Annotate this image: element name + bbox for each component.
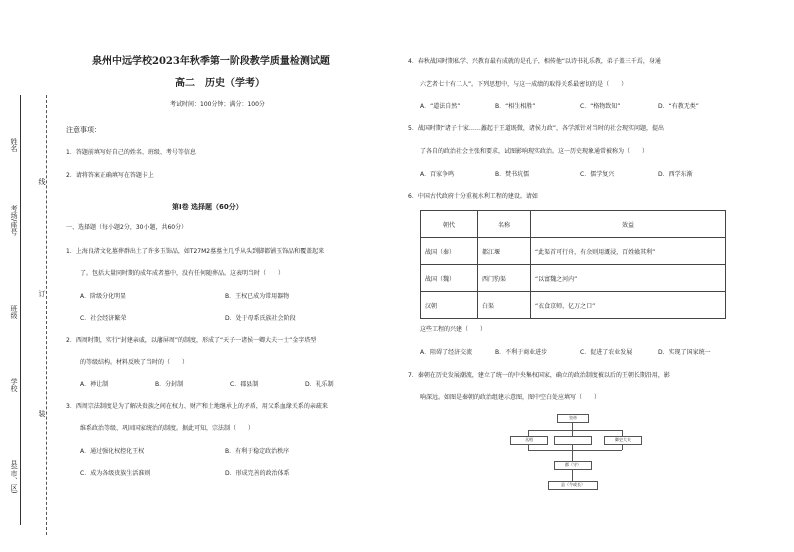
diagram-connector — [572, 422, 573, 430]
section-instruction: 一、选择题（每小题2分，30小题，共60分） — [66, 224, 188, 231]
binding-room-label: 考场/座号 — [10, 205, 18, 236]
diagram-connector — [528, 430, 622, 431]
binding-name-label: 姓名 — [10, 138, 18, 152]
q1-stem-2: 了。包括大量同时期的成年成者墓中，没有任何随葬品。这表明当时（ ） — [80, 270, 285, 277]
notes-heading: 注意事项： — [66, 126, 101, 134]
binding-zhuang-mark: 装 — [38, 410, 46, 417]
q4-stem-1: 4．春秋战国时期私学、兴教育最有成就的是孔子，相传他“以诗书礼乐教，弟子盖三千焉，身通 — [408, 58, 661, 65]
q4-option-a[interactable]: A．“道法自然” — [420, 103, 461, 110]
q2-option-a[interactable]: A．禅让制 — [80, 381, 109, 388]
q1-option-d[interactable]: D．处于母系氏族社会阶段 — [225, 315, 296, 322]
table-cell: 战国（魏） — [421, 265, 478, 292]
diagram-commandery-box: 郡（守） — [554, 461, 592, 470]
table-header-benefit: 效益 — [531, 211, 726, 238]
q6-after: 这些工程的兴建（ ） — [420, 326, 487, 333]
water-project-table — [420, 210, 726, 319]
diagram-emperor-box: 皇帝 — [557, 414, 589, 423]
table-row — [421, 265, 726, 292]
table-header-row — [421, 211, 726, 238]
q6-stem: 6．中国古代政府十分重视水利工程的建设。请如 — [408, 193, 538, 200]
binding-county-label: 县(市、区) — [10, 460, 18, 494]
q5-option-c[interactable]: C．儒学复兴 — [580, 171, 615, 178]
exam-subtitle: 高二 历史（学考） — [175, 78, 265, 89]
q2-option-b[interactable]: B．分封制 — [155, 381, 184, 388]
q1-option-a[interactable]: A．阶级分化明显 — [80, 293, 127, 300]
q7-stem-1: 7．秦朝在历史发展潮流，建立了统一的中央集权国家，确立的政治制度被以后的王朝长期沿用，影 — [408, 372, 670, 379]
q2-stem-2: 的等级结构。材料反映了当时的（ ） — [80, 359, 189, 366]
diagram-connector — [572, 469, 573, 481]
diagram-connector — [572, 450, 573, 461]
q4-option-b[interactable]: B．“相生相胜” — [495, 103, 536, 110]
q5-option-a[interactable]: A．百家争鸣 — [420, 171, 455, 178]
table-cell: “以富魏之河内” — [531, 265, 726, 292]
table-row — [421, 238, 726, 265]
diagram-censor-box: 御史大夫 — [604, 436, 642, 445]
diagram-blank-box — [554, 436, 592, 445]
table-cell: 西门豹渠 — [478, 265, 531, 292]
q2-stem-1: 2．西周时期，实行“封建亲戚，以藩屏周”的制度，形成了“天子一诸侯一卿大夫一士”金字塔型 — [66, 337, 317, 344]
q3-option-d[interactable]: D．形成完善的政治体系 — [225, 470, 290, 477]
table-header-name: 名称 — [478, 211, 531, 238]
binding-ding-mark: 订 — [38, 290, 46, 297]
diagram-connector — [528, 450, 622, 451]
table-cell: 战国（秦） — [421, 238, 478, 265]
q1-option-b[interactable]: B．王权已成为常用器物 — [225, 293, 290, 300]
binding-school-label: 学校 — [10, 378, 18, 392]
note-2: 2．请将答案正确填写在答题卡上 — [66, 172, 154, 179]
table-cell: “衣食京师，亿万之口” — [531, 292, 726, 319]
note-1: 1．答题前填写好自己的姓名、班级、考号等信息 — [66, 149, 196, 156]
q3-option-b[interactable]: B．有利于稳定政治秩序 — [225, 448, 290, 455]
exam-title: 泉州中远学校2023年秋季第一阶段教学质量检测试题 — [92, 56, 330, 67]
q7-stem-2: 响深远。如图是秦朝的政治组建示意图，图中空白处应填写（ ） — [420, 394, 601, 401]
q5-option-b[interactable]: B．焚书坑儒 — [495, 171, 530, 178]
q6-option-a[interactable]: A．阻碍了经济交流 — [420, 349, 473, 356]
diagram-county-box: 县（令或长） — [548, 481, 598, 490]
q5-option-d[interactable]: D．西学东渐 — [658, 171, 693, 178]
table-cell: 白渠 — [478, 292, 531, 319]
table-header-dynasty: 朝代 — [421, 211, 478, 238]
binding-xian-mark: 线 — [38, 178, 46, 185]
binding-line-outer — [20, 95, 21, 525]
q3-stem-1: 3．西周宗法制度是为了解决贵族之间在权力、财产和土地继承上的矛盾，用父系血缘关系的亲疏来 — [66, 403, 328, 410]
q3-option-a[interactable]: A．通过强化权控化王权 — [80, 448, 145, 455]
q1-stem-1: 1．上海良渚文化墓葬群出土了许多玉饰品，如T27M2墓墓主几乎从头到脚都铺玉饰品和覆盖起来 — [66, 248, 325, 255]
q5-stem-1: 5．战国时期“诸子十家……蠡起于王道既微，诸侯力政”，各学派针对当时的社会现实问题，提出 — [408, 125, 665, 132]
diagram-connector — [528, 444, 529, 450]
q5-stem-2: 了各自的政治社会主张和要求，试图影响现实政治。这一历史现象通常被称为（ ） — [420, 148, 649, 155]
q6-option-c[interactable]: C．促进了农业发展 — [580, 349, 633, 356]
q4-option-c[interactable]: C．“格物致知” — [580, 103, 621, 110]
q3-stem-2: 维系政治等级、巩固国家统治的制度。据此可知，宗法制（ ） — [80, 425, 255, 432]
table-cell: 都江堰 — [478, 238, 531, 265]
binding-line-inner — [46, 95, 47, 535]
q3-option-c[interactable]: C．成为各级贵族生活准则 — [80, 470, 151, 477]
table-row — [421, 292, 726, 319]
table-cell: “此渠首可行舟，有余则用溉浸，百姓飨其利” — [531, 238, 726, 265]
q4-option-d[interactable]: D．“有教无类” — [658, 103, 699, 110]
q2-option-c[interactable]: C．郡县制 — [230, 381, 259, 388]
q6-option-d[interactable]: D．实现了国家统一 — [658, 349, 711, 356]
q2-option-d[interactable]: D．礼乐制 — [305, 381, 334, 388]
binding-class-label: 班级 — [10, 305, 18, 319]
q6-option-b[interactable]: B．不利于商业进步 — [495, 349, 548, 356]
exam-info: 考试时间：100分钟；满分：100分 — [170, 101, 265, 108]
diagram-connector — [622, 444, 623, 450]
table-cell: 汉朝 — [421, 292, 478, 319]
section-title: 第Ⅰ卷 选择题（60分） — [172, 203, 243, 211]
q4-stem-2: 六艺者七十有二人”。下列思想中，与这一成绩的取得关系最密切的是（ ） — [420, 81, 628, 88]
diagram-chancellor-box: 丞相 — [510, 436, 548, 445]
q1-option-c[interactable]: C．社会经济繁荣 — [80, 315, 127, 322]
